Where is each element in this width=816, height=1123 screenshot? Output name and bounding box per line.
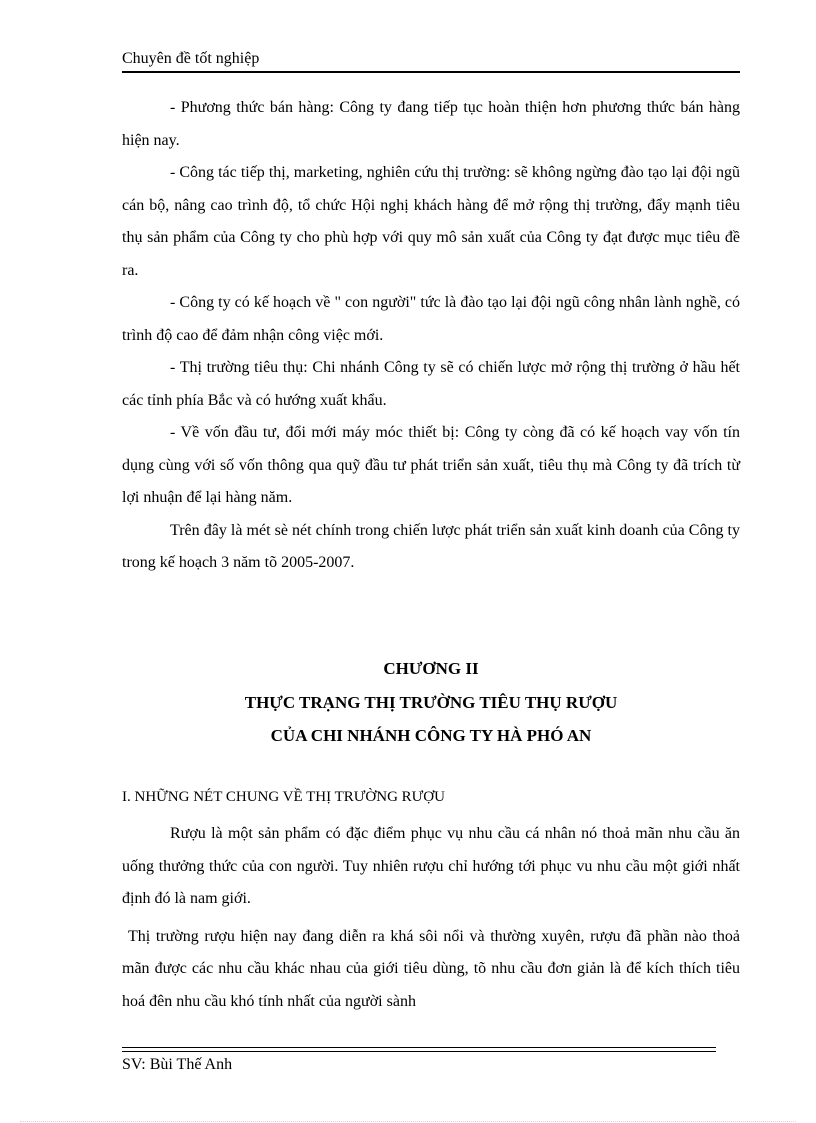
body-text — [122, 92, 740, 580]
chapter-title-line1: THỰC TRẠNG THỊ TRƯỜNG TIÊU THỤ RƯỢU — [244, 693, 618, 712]
section-paragraph-1: Rượu là một sản phẩm có đặc điểm phục vụ nhu cầu cá nhân nó thoả mãn nhu cầu ăn uống thưởng thức của con người. Tuy nhiên rượu chỉ hướng tới phục vu nhu cầu một giới nhất định đó là nam giới. — [122, 825, 740, 907]
page-edge-divider — [20, 1121, 796, 1122]
header-title: Chuyên đề tốt nghiệp — [122, 50, 260, 67]
paragraph-summary: Trên đây là mét sè nét chính trong chiến lược phát triển sản xuất kinh doanh của Công ty trong kế hoạch 3 năm tõ 2005-2007. — [122, 521, 740, 571]
section-body — [122, 818, 740, 1018]
section-heading: I. NHỮNG NÉT CHUNG VỀ THỊ TRƯỜNG RƯỢU — [122, 789, 445, 805]
page-header — [122, 48, 740, 73]
paragraph-marketing: - Công tác tiếp thị, marketing, nghiên cứu thị trường: sẽ không ngừng đào tạo lại đội ngũ cán bộ, nâng cao trình độ, tổ chức Hội nghị khách hàng để mở rộng thị trường, đẩy mạnh tiêu thụ sản phẩm của Công ty cho phù hợp với quy mô sản xuất của Công ty đạt được mục tiêu đề ra. — [122, 164, 740, 279]
paragraph-investment: - Về vốn đầu tư, đổi mới máy móc thiết bị: Công ty còng đã có kế hoạch vay vốn tín dụng cùng với số vốn thông qua quỹ đầu tư phát triển sản xuất, tiêu thụ mà Công ty đã trích từ lợi nhuận để lại hàng năm. — [122, 424, 740, 506]
paragraph-sales-method: - Phương thức bán hàng: Công ty đang tiếp tục hoàn thiện hơn phương thức bán hàng hiện nay. — [122, 99, 740, 149]
footer-author: SV: Bùi Thế Anh — [122, 1056, 233, 1073]
chapter-number: CHƯƠNG II — [383, 659, 479, 678]
footer-divider — [122, 1047, 716, 1052]
chapter-title-line2: CỦA CHI NHÁNH CÔNG TY HÀ PHÓ AN — [270, 726, 592, 745]
paragraph-market: - Thị trường tiêu thụ: Chi nhánh Công ty sẽ có chiến lược mở rộng thị trường ở hầu hết các tỉnh phía Bắc và có hướng xuất khẩu. — [122, 359, 740, 409]
section-paragraph-2: Thị trường rượu hiện nay đang diễn ra khá sôi nổi và thường xuyên, rượu đã phần nào thoả mãn được các nhu cầu khác nhau của giới tiêu dùng, tõ nhu cầu đơn giản là để kích thích tiêu hoá đên nhu cầu khó tính nhất của người sành — [122, 927, 740, 1010]
paragraph-human-resources: - Công ty có kế hoạch về " con người" tức là đào tạo lại đội ngũ công nhân lành nghề, có trình độ cao để đảm nhận công việc mới. — [122, 294, 740, 344]
